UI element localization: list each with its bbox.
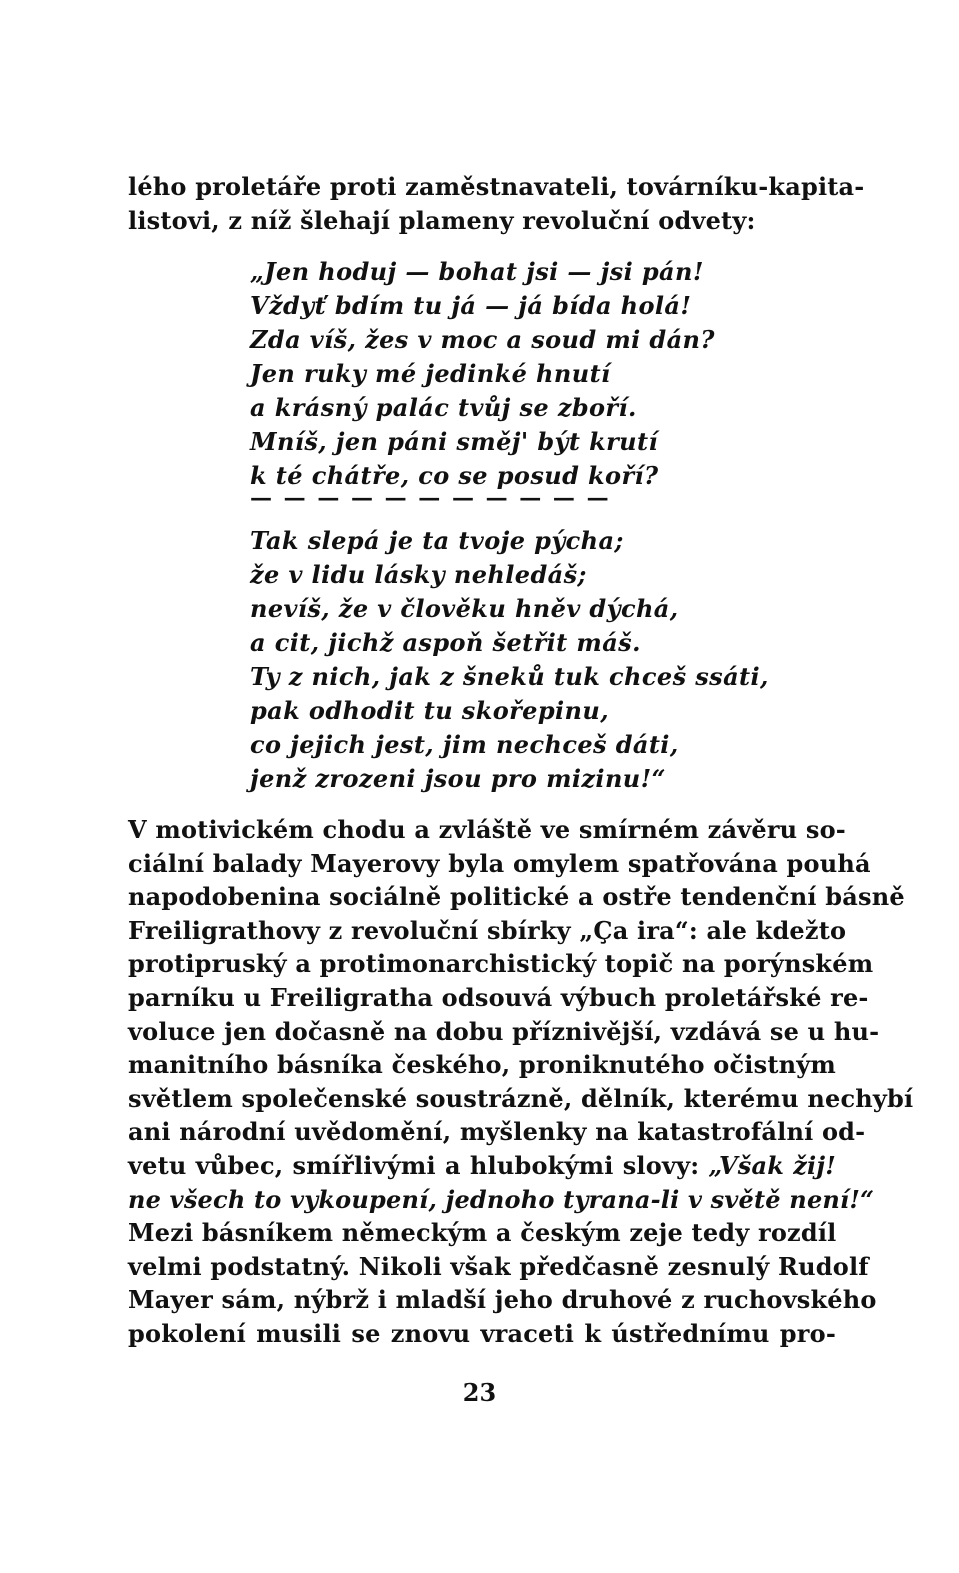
- stanza-separator: — — — — — — — — — — —: [250, 486, 611, 510]
- text-line: lého proletáře proti zaměstnavateli, továrníku-kapita-: [128, 172, 865, 201]
- poem-line: Vždyť bdím tu já — já bída holá!: [250, 291, 692, 320]
- text-line: velmi podstatný. Nikoli však předčasně zesnulý Rudolf: [128, 1251, 869, 1281]
- text-line: manitního básníka českého, proniknutého očistným: [128, 1050, 836, 1080]
- poem-line: co jejich jest, jim nechceš dáti,: [250, 730, 679, 759]
- text-line: parníku u Freiligratha odsouvá výbuch proletářské re-: [128, 982, 869, 1012]
- quote-italic-run: „Však žij!: [708, 1150, 836, 1180]
- poem-line: a cit, jichž aspoň šetřit máš.: [250, 628, 641, 657]
- poem-line: pak odhodit tu skořepinu,: [250, 696, 610, 725]
- poem-line: Zda víš, žes v moc a soud mi dán?: [250, 325, 715, 354]
- poem-line: že v lidu lásky nehledáš;: [250, 560, 587, 589]
- poem-line: nevíš, že v člověku hněv dýchá,: [250, 594, 679, 623]
- poem-line: jenž zrozeni jsou pro mizinu!“: [250, 764, 666, 793]
- text-line: ciální balady Mayerovy byla omylem spatřována pouhá: [128, 848, 871, 878]
- text-line: voluce jen dočasně na dobu příznivější, vzdává se u hu-: [128, 1016, 880, 1046]
- body-paragraph: [128, 813, 914, 1351]
- text-line: ani národní uvědomění, myšlenky na katastrofální od-: [128, 1117, 866, 1147]
- page-number: 23: [462, 1378, 497, 1407]
- text-line: Mayer sám, nýbrž i mladší jeho druhové z ruchovského: [128, 1285, 877, 1315]
- text-line: Mezi básníkem německým a českým zeje tedy rozdíl: [128, 1218, 837, 1248]
- poem-line: „Jen hoduj — bohat jsi — jsi pán!: [250, 257, 704, 286]
- poem-line: k té chátře, co se posud koří?: [250, 461, 659, 490]
- quote-italic-line: ne všech to vykoupení, jednoho tyrana-li v světě není!“: [128, 1184, 875, 1214]
- text-line: listovi, z níž šlehají plameny revoluční odvety:: [128, 205, 756, 235]
- poem-line: Jen ruky mé jedinké hnutí: [250, 359, 611, 388]
- poem-stanza-2: [250, 524, 810, 796]
- text-run: vetu vůbec, smířlivými a hlubokými slovy:: [128, 1150, 709, 1180]
- text-line: pokolení musili se znovu vraceti k ústřednímu pro-: [128, 1318, 836, 1348]
- poem-line: Ty z nich, jak z šneků tuk chceš ssáti,: [250, 662, 769, 691]
- text-line: V motivickém chodu a zvláště ve smírném závěru so-: [128, 815, 846, 844]
- text-line: protipruský a protimonarchistický topič na porýnském: [128, 949, 874, 979]
- poem-stanza-1: [250, 255, 810, 493]
- text-line: Freiligrathovy z revoluční sbírky „Ça ira“: ale kdežto: [128, 915, 847, 945]
- poem-line: a krásný palác tvůj se zboří.: [250, 393, 637, 422]
- poem-line: Mníš, jen páni směj' být krutí: [250, 427, 659, 456]
- text-line: napodobenina sociálně politické a ostře tendenční básně: [128, 882, 905, 912]
- text-line-mixed: [128, 1149, 836, 1183]
- intro-paragraph: [128, 170, 865, 237]
- poem-line: Tak slepá je ta tvoje pýcha;: [250, 526, 624, 555]
- text-line: světlem společenské soustrázně, dělník, kterému nechybí: [128, 1083, 914, 1113]
